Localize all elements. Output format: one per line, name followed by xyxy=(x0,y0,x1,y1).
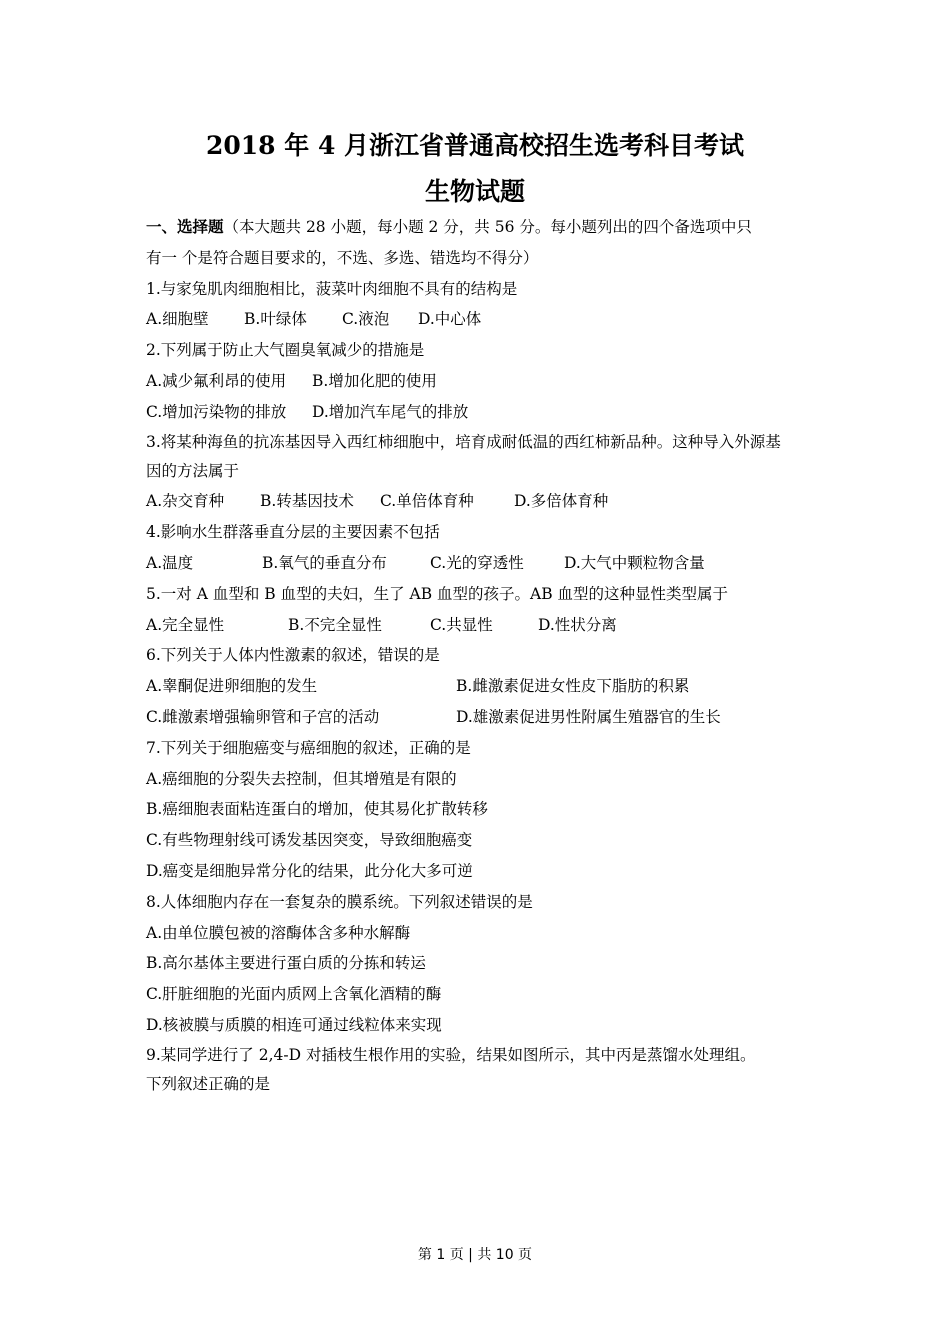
question-8-stem: 8.人体细胞内存在一套复杂的膜系统。下列叙述错误的是 xyxy=(146,892,533,911)
option-a: A.减少氟利昂的使用 xyxy=(146,371,287,390)
question-6-stem: 6.下列关于人体内性激素的叙述，错误的是 xyxy=(146,646,440,665)
exam-subtitle: 生物试题 xyxy=(424,177,525,206)
option-d: D.核被膜与质膜的相连可通过线粒体来实现 xyxy=(146,1015,442,1034)
question-6-options-row2 xyxy=(146,702,814,733)
option-a: A.细胞壁 xyxy=(146,310,209,329)
section-instructions-cont: 有一 个是符合题目要求的，不选、多选、错选均不得分） xyxy=(146,248,539,267)
question-5-options xyxy=(146,610,814,641)
option-a: A.癌细胞的分裂失去控制，但其增殖是有限的 xyxy=(146,769,457,788)
option-a: A.完全显性 xyxy=(146,615,225,634)
option-d: D.癌变是细胞异常分化的结果，此分化大多可逆 xyxy=(146,861,473,880)
question-5-stem: 5.一对 A 血型和 B 血型的夫妇，生了 AB 血型的孩子。AB 血型的这种显性类型属于 xyxy=(146,584,729,603)
question-6-options-row1 xyxy=(146,671,814,702)
option-d: D.多倍体育种 xyxy=(514,492,609,511)
section-header xyxy=(146,212,814,243)
option-d: D.增加汽车尾气的排放 xyxy=(312,402,469,421)
option-a: A.睾酮促进卵细胞的发生 xyxy=(146,677,318,696)
option-c: C.雌激素增强输卵管和子宫的活动 xyxy=(146,707,380,726)
option-d: D.中心体 xyxy=(418,310,482,329)
option-d: D.大气中颗粒物含量 xyxy=(564,553,705,572)
option-b: B.癌细胞表面粘连蛋白的增加，使其易化扩散转移 xyxy=(146,800,488,819)
option-a: A.由单位膜包被的溶酶体含多种水解酶 xyxy=(146,923,411,942)
page-footer: 第 1 页 | 共 10 页 xyxy=(417,1247,533,1263)
question-4-options xyxy=(146,548,814,579)
option-c: C.肝脏细胞的光面内质网上含氧化酒精的酶 xyxy=(146,985,442,1004)
option-c: C.液泡 xyxy=(342,310,390,329)
exam-body xyxy=(146,212,814,1100)
option-b: B.转基因技术 xyxy=(260,492,354,511)
question-9-stem: 9.某同学进行了 2,4-D 对插枝生根作用的实验，结果如图所示，其中丙是蒸馏水处理组。 xyxy=(146,1045,756,1064)
option-c: C.增加污染物的排放 xyxy=(146,402,287,421)
option-a: A.杂交育种 xyxy=(146,492,225,511)
section-instructions: （本大题共 28 小题，每小题 2 分，共 56 分。每小题列出的四个备选项中只 xyxy=(223,218,752,236)
question-2-stem: 2.下列属于防止大气圈臭氧减少的措施是 xyxy=(146,341,425,360)
option-b: B.高尔基体主要进行蛋白质的分拣和转运 xyxy=(146,954,426,973)
question-1-stem: 1.与家兔肌肉细胞相比，菠菜叶肉细胞不具有的结构是 xyxy=(146,279,518,298)
option-b: B.氧气的垂直分布 xyxy=(262,553,387,572)
section-label: 一、选择题 xyxy=(146,217,224,236)
question-3-options xyxy=(146,486,814,517)
question-3-stem-cont: 因的方法属于 xyxy=(146,461,240,480)
option-b: B.增加化肥的使用 xyxy=(312,371,437,390)
question-3-stem: 3.将某种海鱼的抗冻基因导入西红柿细胞中，培育成耐低温的西红柿新品种。这种导入外源基 xyxy=(146,432,781,451)
question-9-stem-cont: 下列叙述正确的是 xyxy=(146,1074,271,1093)
option-b: B.雌激素促进女性皮下脂肪的积累 xyxy=(456,677,690,696)
question-4-stem: 4.影响水生群落垂直分层的主要因素不包括 xyxy=(146,523,440,542)
question-2-options-row2 xyxy=(146,397,814,428)
option-b: B.不完全显性 xyxy=(288,615,382,634)
option-c: C.单倍体育种 xyxy=(380,492,474,511)
question-2-options-row1 xyxy=(146,366,814,397)
question-7-stem: 7.下列关于细胞癌变与癌细胞的叙述，正确的是 xyxy=(146,738,471,757)
option-b: B.叶绿体 xyxy=(244,310,307,329)
option-c: C.有些物理射线可诱发基因突变，导致细胞癌变 xyxy=(146,831,473,850)
question-1-options xyxy=(146,304,814,335)
exam-title: 2018 年 4 月浙江省普通高校招生选考科目考试 xyxy=(205,131,745,160)
option-d: D.性状分离 xyxy=(538,615,617,634)
option-d: D.雄激素促进男性附属生殖器官的生长 xyxy=(456,707,721,726)
option-a: A.温度 xyxy=(146,553,194,572)
option-c: C.光的穿透性 xyxy=(430,553,524,572)
option-c: C.共显性 xyxy=(430,615,493,634)
